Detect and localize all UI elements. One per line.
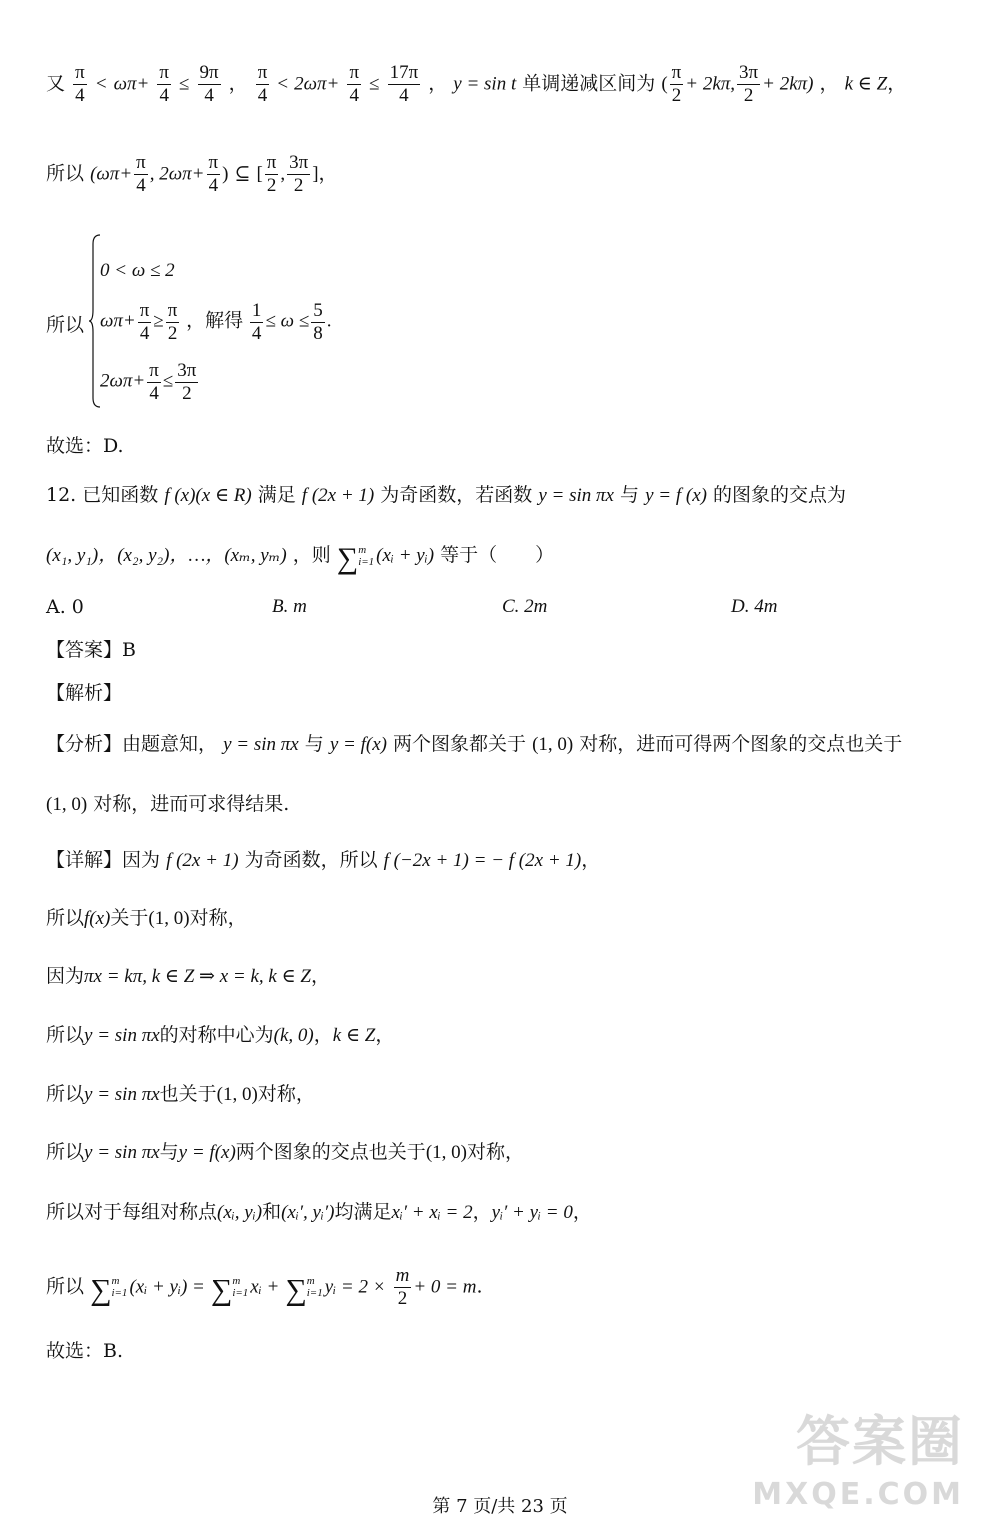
fraction: $\frac{m}{2}$	[395, 1265, 410, 1309]
analysis-line-2: (1, 0) 对称，进而可求得结果.	[46, 793, 290, 815]
step-5: 所以y = sin πx与y = f(x)两个图象的交点也关于(1, 0)对称，	[46, 1141, 524, 1163]
line-1: 又 $\frac{\pi}{4}$ < ωπ+ $\frac{\pi}{4}$ ≤ $\frac{9\pi}{4}$ ， $\frac{\pi}{4}$ < 2ωπ+ $\frac{\pi}{4}$ ≤ $\frac{17\pi}{4}$ ， y = sin t 单调递减区间为 ( $\frac{\pi}{2}$ + 2kπ, $\frac{3\pi}{2}$ + 2kπ) ， k ∈ Z，	[46, 62, 907, 106]
fraction: $\frac{\pi}{4}$	[159, 62, 169, 106]
fraction: $\frac{3\pi}{2}$	[739, 62, 759, 106]
watermark-logo: 答案圈 MXQE.COM	[752, 1410, 964, 1512]
step-6: 所以对于每组对称点(xᵢ, yᵢ)和(xᵢ′, yᵢ′)均满足xᵢ′ + xᵢ = 2，yᵢ′ + yᵢ = 0，	[46, 1201, 592, 1223]
sigma-icon: ∑	[210, 1273, 233, 1307]
step-2: 因为πx = kπ, k ∈ Z ⇒ x = k, k ∈ Z，	[46, 965, 330, 987]
sigma-icon: ∑	[90, 1273, 112, 1307]
fraction: $\frac{\pi}{2}$	[671, 62, 682, 106]
fraction: $\frac{9\pi}{4}$	[199, 62, 219, 106]
fraction: $\frac{\pi}{4}$	[136, 152, 146, 196]
option-b: B. m	[272, 596, 307, 617]
formula: y = sin t	[453, 73, 517, 95]
fraction: $\frac{\pi}{4}$	[75, 62, 85, 106]
fraction: $\frac{3\pi}{2}$	[289, 152, 309, 196]
fraction: $\frac{17\pi}{4}$	[389, 62, 419, 106]
line-2: 所以 (ωπ+ $\frac{\pi}{4}$ , 2ωπ+ $\frac{\pi}{4}$ ) ⊆ [ $\frac{\pi}{2}$ , $\frac{3\pi}{2}$ ]，	[46, 152, 338, 196]
answer-label: 【答案】B	[46, 639, 136, 661]
step-4: 所以y = sin πx也关于(1, 0)对称，	[46, 1083, 315, 1105]
step-3: 所以y = sin πx的对称中心为(k, 0)，k ∈ Z，	[46, 1024, 395, 1046]
choice-b: 故选：B.	[46, 1340, 124, 1362]
page-footer: 第 7 页/共 23 页	[432, 1496, 568, 1517]
case-2: ωπ+ $\frac{\pi}{4}$ ≥ $\frac{\pi}{2}$ ，解得 $\frac{1}{4}$ ≤ ω ≤ $\frac{5}{8}$ .	[100, 300, 332, 344]
question-12-line-2: (x₁, y₁)，(x₂, y₂)，…，(xₘ, yₘ) ，则 ∑ m i=1 (xᵢ + yᵢ) 等于（ ）	[46, 542, 555, 576]
fraction: $\frac{\pi}{4}$	[208, 152, 219, 196]
step-1: 所以f(x)关于(1, 0)对称，	[46, 907, 247, 929]
analysis-label: 【解析】	[46, 682, 123, 704]
fraction: $\frac{\pi}{4}$	[349, 62, 360, 106]
case-1: 0 < ω ≤ 2	[100, 260, 175, 281]
sigma-icon: ∑	[336, 542, 359, 576]
sigma-icon: ∑	[285, 1273, 307, 1307]
case-3: 2ωπ+ $\frac{\pi}{4}$ ≤ $\frac{3\pi}{2}$	[100, 360, 197, 404]
step-7: 所以 ∑ m i=1 (xᵢ + yᵢ) = ∑ m i=1 xᵢ + ∑ m i=1 yᵢ = 2 × $\frac{m}{2}$ + 0 = m.	[46, 1265, 483, 1309]
option-c: C. 2m	[502, 596, 548, 617]
analysis-line-1: 【分析】由题意知， y = sin πx 与 y = f(x) 两个图象都关于 (1, 0) 对称，进而可得两个图象的交点也关于	[46, 733, 903, 755]
option-a: A. 0	[46, 596, 84, 618]
text: 所以	[46, 314, 85, 336]
fraction: $\frac{\pi}{2}$	[266, 152, 277, 196]
text: 又	[46, 72, 66, 95]
question-12-line-1: 12. 已知函数 f (x)(x ∈ R) 满足 f (2x + 1) 为奇函数，若函数 y = sin πx 与 y = f (x) 的图象的交点为	[46, 484, 847, 506]
option-d: D. 4m	[731, 596, 778, 617]
detail-line-1: 【详解】因为 f (2x + 1) 为奇函数，所以 f (−2x + 1) = − f (2x + 1)，	[46, 849, 601, 871]
fraction: $\frac{\pi}{4}$	[257, 62, 268, 106]
choice-d: 故选：D.	[46, 435, 124, 457]
